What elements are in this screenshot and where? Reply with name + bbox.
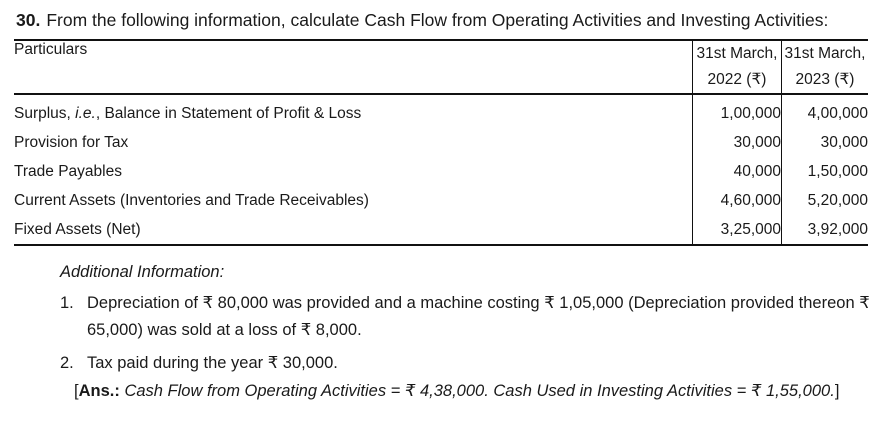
answer-line: [74, 381, 839, 401]
header-2022: [693, 40, 782, 94]
additional-info-title: Additional Information:: [60, 263, 225, 281]
answer-text: Cash Flow from Operating Activities = ₹ 4,38,000. Cash Used in Investing Activities = ₹ 1,55,000.: [124, 382, 835, 400]
header-2023: [782, 40, 869, 94]
row-value-2022: 3,25,000: [693, 215, 782, 245]
additional-info-list: [60, 290, 870, 377]
row-value-2022: 30,000: [693, 128, 782, 157]
list-item-number: 2.: [60, 354, 74, 372]
particulars-table: [14, 39, 868, 246]
list-item: [60, 350, 870, 377]
row-value-2022: 1,00,000: [693, 94, 782, 128]
row-particular: Provision for Tax: [14, 133, 129, 151]
header-2022-line1: 31st March,: [696, 45, 778, 62]
answer-open-bracket: [: [74, 382, 79, 400]
list-item-text: Tax paid during the year ₹ 30,000.: [87, 354, 338, 372]
list-item-text: Depreciation of ₹ 80,000 was provided and a machine costing ₹ 1,05,000 (Depreciation provided thereon ₹ 65,000) was sold at a loss of ₹ 8,000.: [87, 294, 870, 339]
table-row: [14, 186, 868, 215]
table-row: [14, 128, 868, 157]
question-number: 30.: [16, 10, 41, 30]
row-value-2023: 5,20,000: [782, 186, 869, 215]
row-value-2022: 4,60,000: [693, 186, 782, 215]
table-header-row: [14, 40, 868, 94]
row-value-2023: 3,92,000: [782, 215, 869, 245]
table-row: [14, 94, 868, 128]
list-item: [60, 290, 870, 344]
question-text: From the following information, calculate Cash Flow from Operating Activities and Investing Activities:: [46, 10, 829, 30]
table-row: [14, 157, 868, 186]
header-2022-line2: 2022 (₹): [707, 71, 767, 88]
row-value-2023: 30,000: [782, 128, 869, 157]
answer-label: Ans.:: [78, 382, 120, 400]
list-item-number: 1.: [60, 294, 74, 312]
surplus-label: Surplus, i.e., Balance in Statement of Profit & Loss: [14, 104, 362, 122]
row-particular: Current Assets (Inventories and Trade Receivables): [14, 191, 369, 209]
row-particular: Fixed Assets (Net): [14, 220, 141, 238]
answer-close-bracket: ]: [834, 382, 840, 400]
row-value-2023: 1,50,000: [782, 157, 869, 186]
row-value-2023: 4,00,000: [782, 94, 869, 128]
row-value-2022: 40,000: [693, 157, 782, 186]
table-row: [14, 215, 868, 245]
header-particulars: Particulars: [14, 41, 88, 58]
row-particular: [14, 94, 693, 128]
question-heading: [16, 10, 828, 31]
header-2023-line1: 31st March,: [784, 45, 866, 62]
header-2023-line2: 2023 (₹): [795, 71, 855, 88]
row-particular: Trade Payables: [14, 162, 122, 180]
